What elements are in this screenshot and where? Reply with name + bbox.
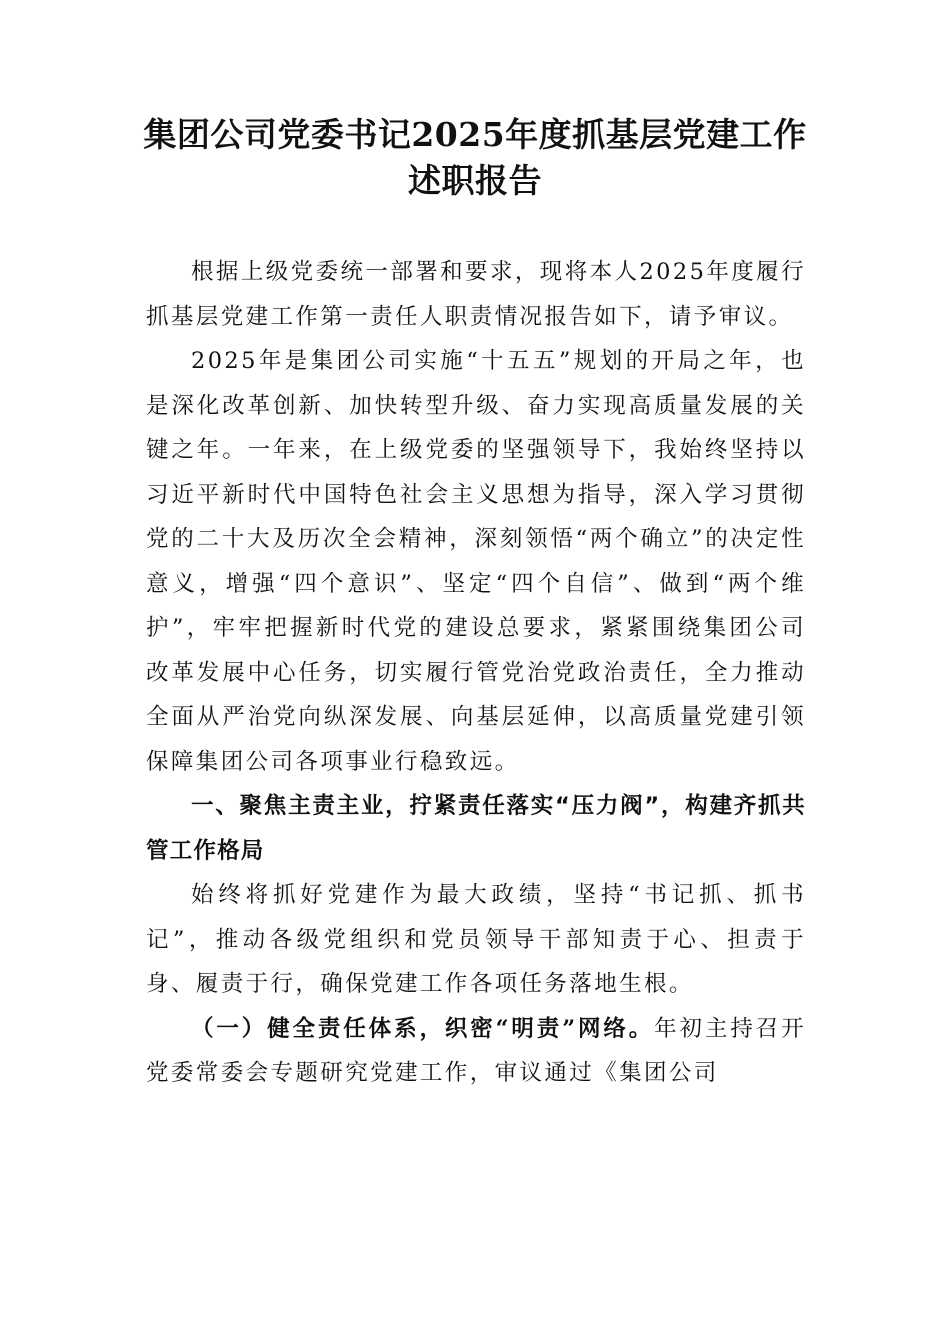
- paragraph-subsection-1: [146, 1007, 806, 1096]
- paragraph-background: 2025年是集团公司实施“十五五”规划的开局之年，也是深化改革创新、加快转型升级、奋力实现高质量发展的关键之年。一年来，在上级党委的坚强领导下，我始终坚持以习近平新时代中国特色社会主义思想为指导，深入学习贯彻党的二十大及历次全会精神，深刻领悟“两个确立”的决定性意义，增强“四个意识”、坚定“四个自信”、做到“两个维护”，牢牢把握新时代党的建设总要求，紧紧围绕集团公司改革发展中心任务，切实履行管党治党政治责任，全力推动全面从严治党向纵深发展、向基层延伸，以高质量党建引领保障集团公司各项事业行稳致远。: [146, 348, 806, 775]
- subsection-1-heading: （一）健全责任体系，织密“明责”网络。: [191, 1015, 655, 1042]
- paragraph-intro: 根据上级党委统一部署和要求，现将本人2025年度履行抓基层党建工作第一责任人职责情况报告如下，请予审议。: [146, 259, 806, 330]
- section-heading-1: 一、聚焦主责主业，拧紧责任落实“压力阀”，构建齐抓共管工作格局: [146, 793, 806, 864]
- document-body: [146, 250, 806, 1096]
- paragraph-section-1-summary: 始终将抓好党建作为最大政绩，坚持“书记抓、抓书记”，推动各级党组织和党员领导干部知责于心、担责于身、履责于行，确保党建工作各项任务落地生根。: [146, 882, 806, 997]
- subsection-1-text: 年初主持召开党委常委会专题研究党建工作，审议通过《集团公司: [146, 1015, 806, 1086]
- document-title: 集团公司党委书记2025年度抓基层党建工作述职报告: [143, 115, 807, 200]
